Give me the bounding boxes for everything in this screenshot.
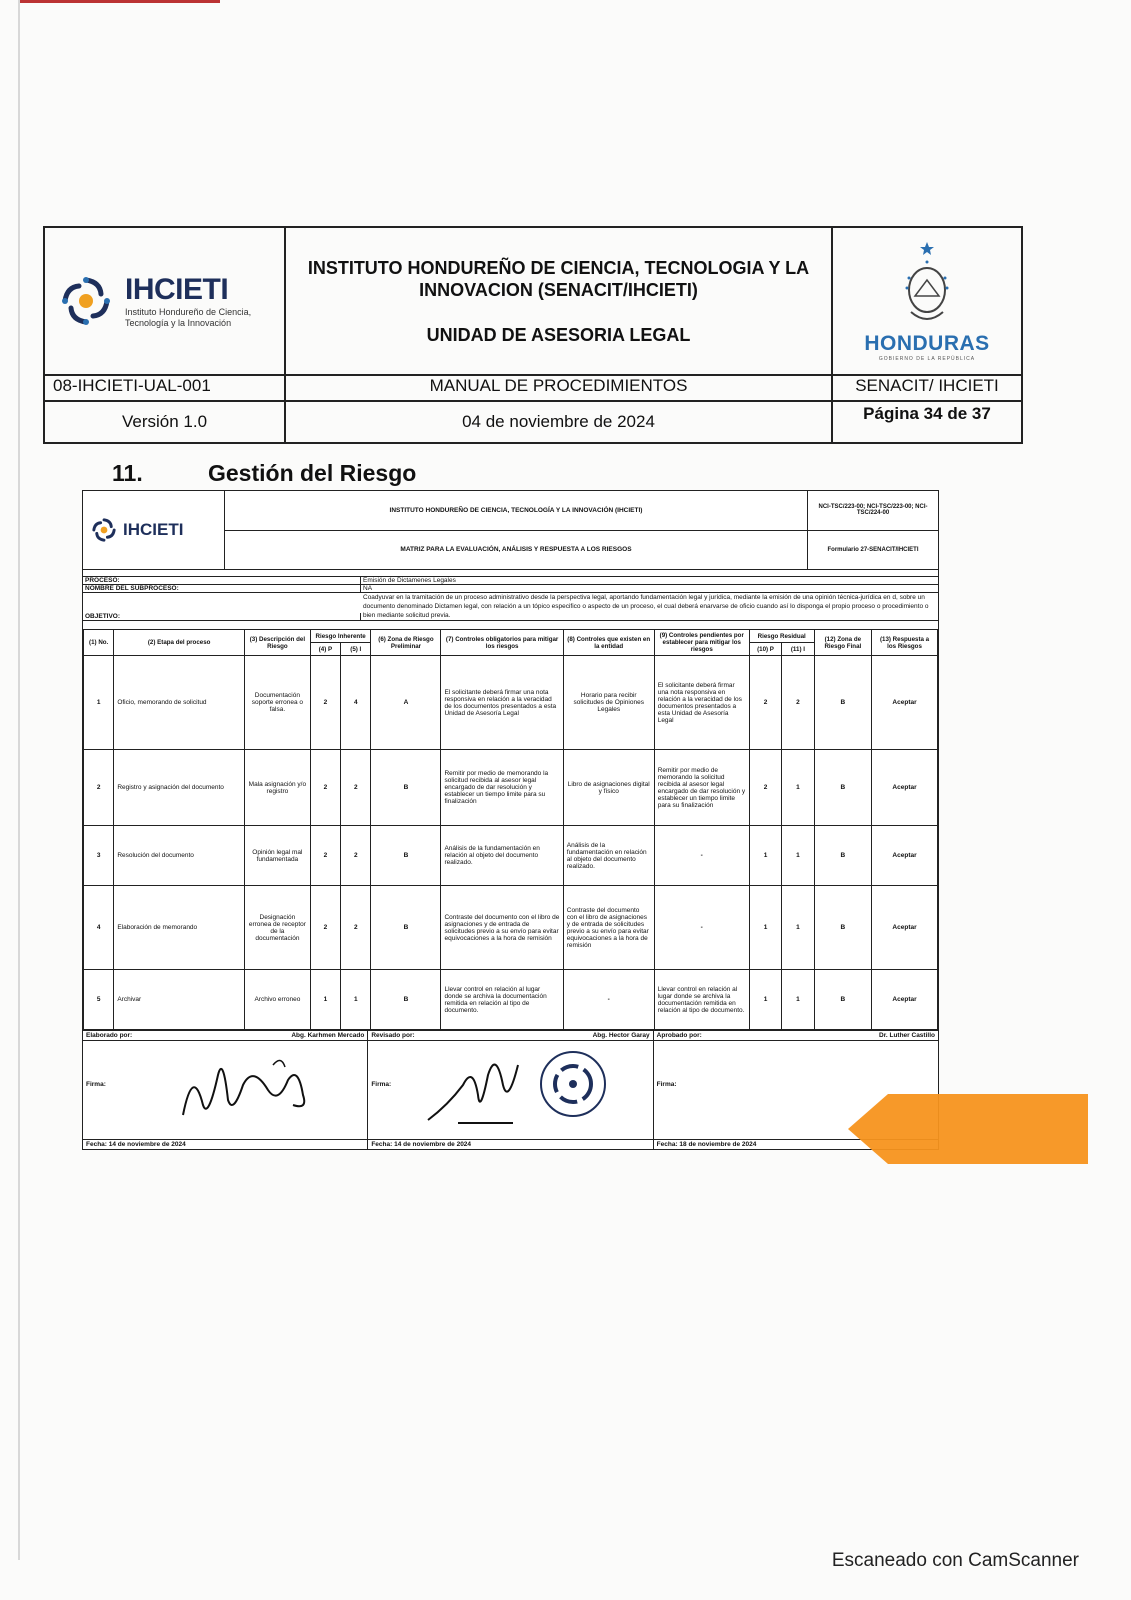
logo-subtitle-1: Instituto Hondureño de Ciencia, — [125, 307, 252, 317]
handwritten-signature-1 — [173, 1045, 323, 1129]
coat-of-arms-icon — [895, 240, 959, 332]
institute-name: INSTITUTO HONDUREÑO DE CIENCIA, TECNOLOGIA Y LA INNOVACION (SENACIT/IHCIETI) — [307, 257, 810, 300]
col-inherente: Riesgo Inherente — [310, 630, 371, 643]
honduras-logo — [833, 228, 1021, 374]
signature-aprobado: Aprobado por: Dr. Luther Castillo Firma: Fecha: 18 de noviembre de 2024 — [654, 1031, 938, 1149]
section-number: 11. — [112, 460, 143, 486]
signature-block — [83, 1030, 938, 1149]
subproceso-label: NOMBRE DEL SUBPROCESO: — [83, 585, 361, 592]
manual-title: MANUAL DE PROCEDIMIENTOS — [286, 376, 833, 400]
section-title: Gestión del Riesgo — [208, 460, 417, 486]
unit-name: UNIDAD DE ASESORIA LEGAL — [426, 324, 691, 345]
col-respuesta: (13) Respuesta a los Riesgos — [872, 630, 938, 656]
col-descripcion: (3) Descripción del Riesgo — [244, 630, 310, 656]
table-row: 4 Elaboración de memorando Designación erronea de receptor de la documentación 2 2 B Contraste del documento con el libro de asignaciones y de entrada de solicitudes previo a su envío para evitar equivocaciones a la hora de remisión Contraste del documento con el libro de asignaciones y de entrada de solicitudes previo a su envío para evitar equivocaciones a la hora de remisión - 1 1 B Aceptar — [84, 886, 938, 970]
matrix-logo-name: IHCIETI — [123, 520, 184, 539]
risk-matrix — [82, 490, 939, 1150]
col-zona-pre: (6) Zona de Riesgo Preliminar — [371, 630, 441, 656]
official-seal-icon — [538, 1049, 608, 1119]
honduras-subtitle: GOBIERNO DE LA REPÚBLICA — [878, 356, 976, 362]
col-i-res: (11) I — [782, 643, 814, 656]
signature-revisado: Revisado por: Abg. Hector Garay Firma: Fecha: 14 de noviembre de 2024 — [368, 1031, 653, 1149]
objetivo-value: Coadyuvar en la tramitación de un proceso administrativo desde la perspectiva legal, aportando fundamentación legal y jurídica, mediante la emisión de una opinión técnica-jurídica en d, sobre un documento denominado Dictamen legal, con relación a un tópico especifico o aspecto de un proceso, el cual deberá enarvarse de oficio cuando así lo disponga el propio proceso o procedimiento o bien mediante solicitud previa. — [363, 594, 929, 619]
table-row: 2 Registro y asignación del documento Mala asignación y/o registro 2 2 B Remitir por medio de memorando la solicitud recibida al asesor legal encargado de dar resolución y establecer un tiempo limite para su finalización Libro de asignaciones digital y físico Remitir por medio de memorando la solicitud recibida al asesor legal encargado de dar resolución y establecer un tiempo limite para su finalización 2 1 B Aceptar — [84, 750, 938, 826]
col-controles-obl: (7) Controles obligatorios para mitigar los riesgos — [441, 630, 563, 656]
matrix-institute: INSTITUTO HONDUREÑO DE CIENCIA, TECNOLOGÍA Y LA INNOVACIÓN (IHCIETI) — [225, 491, 807, 531]
section-heading — [112, 460, 416, 487]
objetivo-label: OBJETIVO: — [83, 613, 361, 620]
ihcieti-logo — [45, 228, 286, 374]
col-residual: Riesgo Residual — [749, 630, 814, 643]
table-row: 1 Oficio, memorando de solicitud Documentación soporte erronea o falsa. 2 4 A El solicitante deberá firmar una nota responsiva en relación a la veracidad de los documentos presentados a esta Unidad de Asesoría Legal Horario para recibir solicitudes de Opiniones Legales El solicitante deberá firmar una nota responsiva en relación a la veracidad de los documentos presentados a esta Unidad de Asesoría Legal 2 2 B Aceptar — [84, 656, 938, 750]
col-p-res: (10) P — [749, 643, 781, 656]
document-code: 08-IHCIETI-UAL-001 — [45, 376, 286, 400]
col-etapa: (2) Etapa del proceso — [114, 630, 245, 656]
orange-sticky-marker-icon — [848, 1094, 1088, 1164]
risk-table — [83, 629, 938, 1030]
scan-edge — [18, 0, 20, 1560]
col-p: (4) P — [310, 643, 340, 656]
document-header — [43, 226, 1023, 444]
matrix-form: Formulario 27-SENACIT/IHCIETI — [827, 546, 919, 553]
col-controles-exist: (8) Controles que existen en la entidad — [563, 630, 654, 656]
table-row: 3 Resolución del documento Opinión legal mal fundamentada 2 2 B Análisis de la fundamentación en relación al objeto del documento realizado. Análisis de la fundamentación en relación al objeto del documento realizado. - 1 1 B Aceptar — [84, 826, 938, 886]
document-date: 04 de noviembre de 2024 — [286, 402, 833, 442]
page-indicator: Página 34 de 37 — [863, 404, 991, 423]
ihcieti-emblem-icon — [55, 270, 117, 332]
proceso-value: Emisión de Dictamenes Legales — [363, 577, 456, 584]
col-zona-final: (12) Zona de Riesgo Final — [814, 630, 871, 656]
col-i: (5) I — [341, 643, 371, 656]
table-row: 5 Archivar Archivo erroneo 1 1 B Llevar control en relación al lugar donde se archiva la documentación remitida en relación al tipo de documento. - Llevar control en relación al lugar donde se archiva la documentación remitida en relación al tipo de documento. 1 1 B Aceptar — [84, 970, 938, 1030]
scanner-watermark: Escaneado con CamScanner — [831, 1550, 1079, 1571]
col-no: (1) No. — [84, 630, 114, 656]
subproceso-value: NA — [363, 585, 373, 592]
matrix-logo — [83, 491, 225, 569]
honduras-wordmark: HONDURAS — [864, 332, 990, 355]
proceso-label: PROCESO: — [83, 577, 361, 584]
signature-elaborado: Elaborado por: Abg. Karhmen Mercado Firma: Fecha: 14 de noviembre de 2024 — [83, 1031, 368, 1149]
ihcieti-emblem-icon — [89, 515, 119, 545]
matrix-title: MATRIZ PARA LA EVALUACIÓN, ANÁLISIS Y RESPUESTA A LOS RIESGOS — [400, 546, 632, 554]
scan-top-mark — [20, 0, 220, 3]
col-controles-pend: (9) Controles pendientes por establecer para mitigar los riesgos — [654, 630, 749, 656]
version: Versión 1.0 — [45, 402, 286, 442]
matrix-codes: NCI-TSC/223-00; NCI-TSC/223-00; NCI-TSC/224-00 — [808, 491, 938, 531]
organization: SENACIT/ IHCIETI — [855, 376, 999, 395]
logo-name: IHCIETI — [125, 273, 229, 306]
logo-subtitle-2: Tecnología y la Innovación — [125, 318, 232, 328]
handwritten-signature-2 — [418, 1045, 548, 1129]
